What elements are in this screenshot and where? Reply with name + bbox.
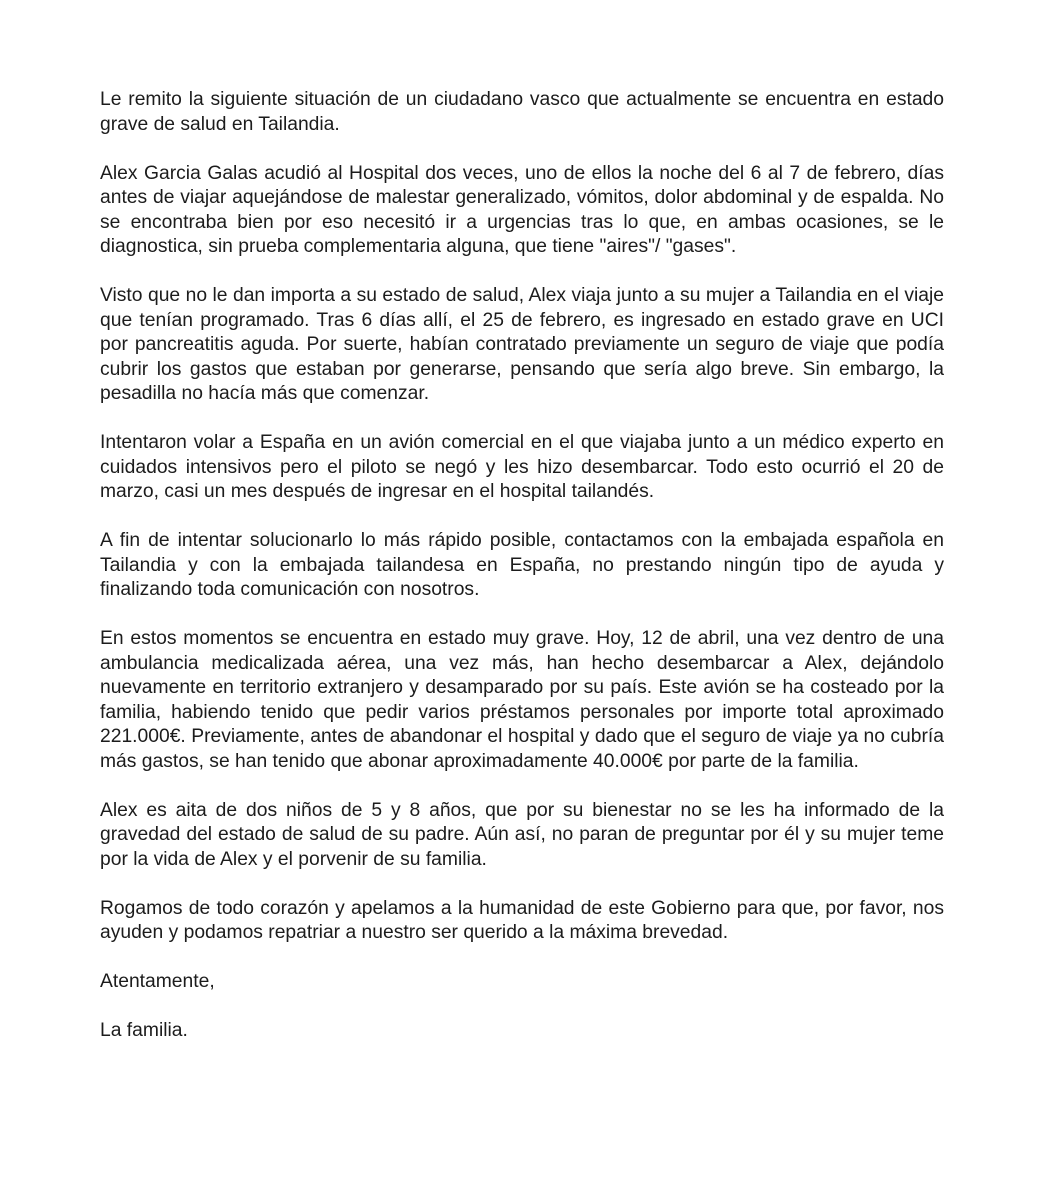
letter-paragraph-plea: Rogamos de todo corazón y apelamos a la humanidad de este Gobierno para que, por favor, nos ayuden y podamos repatriar a nuestro ser querido a la máxima brevedad. — [100, 897, 944, 943]
letter-signature: La familia. — [100, 1020, 188, 1041]
letter-closing: Atentamente, — [100, 971, 215, 992]
letter-paragraph-trip-to-thailand: Visto que no le dan importa a su estado de salud, Alex viaja junto a su mujer a Tailandia en el viaje que tenían programado. Tras 6 días allí, el 25 de febrero, es ingresado en estado grave en UCI por pancreatitis aguda. Por suerte, habían contratado previamente un seguro de viaje que podía cubrir los gastos que estaban por generarse, pensando que sería algo breve. Sin embargo, la pesadilla no hacía más que comenzar. — [100, 285, 944, 404]
letter-paragraph-family: Alex es aita de dos niños de 5 y 8 años, que por su bienestar no se les ha informado de la gravedad del estado de salud de su padre. Aún así, no paran de preguntar por él y su mujer teme por la vida de Alex y el porvenir de su familia. — [100, 799, 944, 870]
letter-paragraph-hospital-visits: Alex Garcia Galas acudió al Hospital dos veces, uno de ellos la noche del 6 al 7 de febrero, días antes de viajar aquejándose de malestar generalizado, vómitos, dolor abdominal y de espalda. No se encontraba bien por eso necesitó ir a urgencias tras lo que, en ambas ocasiones, se le diagnostica, sin prueba complementaria alguna, que tiene "aires"/ "gases". — [100, 162, 944, 257]
letter-paragraph-intro: Le remito la siguiente situación de un ciudadano vasco que actualmente se encuentra en estado grave de salud en Tailandia. — [100, 89, 944, 135]
letter-body — [100, 88, 944, 1068]
letter-paragraph-current-status: En estos momentos se encuentra en estado muy grave. Hoy, 12 de abril, una vez dentro de una ambulancia medicalizada aérea, una vez más, han hecho desembarcar a Alex, dejándolo nuevamente en territorio extranjero y desamparado por su país. Este avión se ha costeado por la familia, habiendo tenido que pedir varios préstamos personales por importe total aproximado 221.000€. Previamente, antes de abandonar el hospital y dado que el seguro de viaje ya no cubría más gastos, se han tenido que abonar aproximadamente 40.000€ por parte de la familia. — [100, 628, 944, 772]
letter-paragraph-embassies: A fin de intentar solucionarlo lo más rápido posible, contactamos con la embajada española en Tailandia y con la embajada tailandesa en España, no prestando ningún tipo de ayuda y finalizando toda comunicación con nosotros. — [100, 530, 944, 600]
letter-paragraph-flight-attempt: Intentaron volar a España en un avión comercial en el que viajaba junto a un médico experto en cuidados intensivos pero el piloto se negó y les hizo desembarcar. Todo esto ocurrió el 20 de marzo, casi un mes después de ingresar en el hospital tailandés. — [100, 432, 944, 502]
